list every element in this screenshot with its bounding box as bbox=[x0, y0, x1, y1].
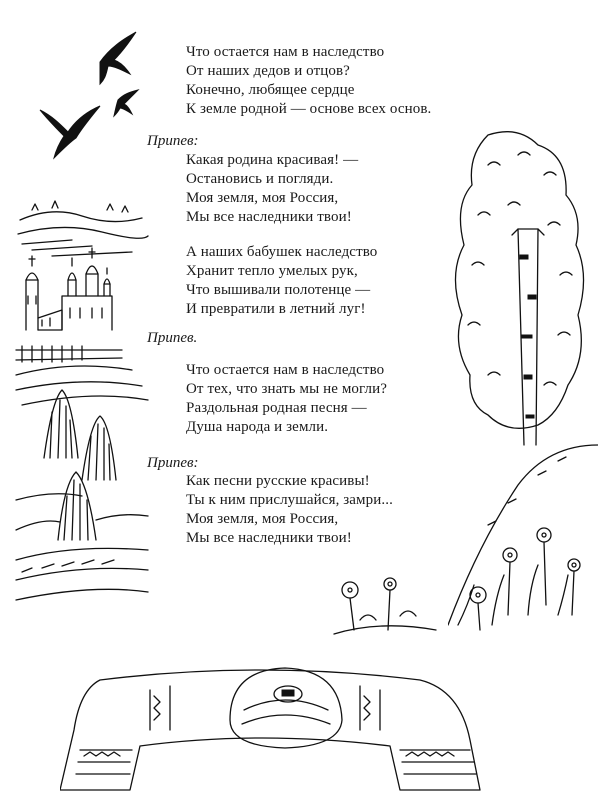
verse-line: Какая родина красивая! — bbox=[186, 152, 359, 168]
verse-line: Что остается нам в наследство bbox=[186, 362, 385, 378]
flower-icon bbox=[537, 528, 551, 605]
verse-line: Как песни русские красивы! bbox=[186, 473, 370, 489]
verse-line: Что вышивали полотенце — bbox=[186, 282, 371, 298]
verse-line: Моя земля, моя Россия, bbox=[186, 511, 339, 527]
verse-line: Что остается нам в наследство bbox=[186, 44, 385, 60]
swallow-icon bbox=[114, 90, 138, 116]
haystack-icon bbox=[58, 472, 96, 540]
village-church-illustration bbox=[12, 200, 152, 680]
verse-line: А наших бабушек наследство bbox=[186, 244, 378, 260]
flower-icon bbox=[503, 548, 517, 615]
swallow-icon bbox=[40, 106, 100, 158]
verse-line: Моя земля, моя Россия, bbox=[186, 190, 339, 206]
flowers-illustration bbox=[330, 560, 440, 640]
flower-icon bbox=[342, 582, 358, 630]
verse-line: Душа народа и земли. bbox=[186, 419, 329, 435]
swallow-icon bbox=[100, 32, 136, 84]
verse-line: Мы все наследники твои! bbox=[186, 530, 352, 546]
verse-line: К земле родной — основе всех основ. bbox=[186, 101, 432, 117]
verse-line: Раздольная родная песня — bbox=[186, 400, 367, 416]
birch-tree-icon bbox=[455, 132, 583, 445]
flower-icon bbox=[470, 587, 486, 630]
verse-line: Ты к ним прислушайся, замри... bbox=[186, 492, 393, 508]
verse-line: И превратили в летний луг! bbox=[186, 301, 366, 317]
flower-icon bbox=[568, 559, 580, 615]
haystack-icon bbox=[82, 416, 116, 480]
flower-icon bbox=[384, 578, 396, 630]
chorus-label: Припев. bbox=[147, 330, 198, 346]
chorus-label: Припев: bbox=[147, 455, 199, 471]
verse-line: Хранит тепло умелых рук, bbox=[186, 263, 358, 279]
church-icon bbox=[26, 248, 112, 330]
bread-loaf-icon bbox=[230, 668, 342, 748]
towel-bread-illustration bbox=[60, 650, 510, 800]
swallows-illustration bbox=[30, 20, 150, 160]
chorus-label: Припев: bbox=[147, 133, 199, 149]
verse-line: Остановись и погляди. bbox=[186, 171, 334, 187]
birch-tree-illustration bbox=[448, 125, 598, 635]
verse-line: Мы все наследники твои! bbox=[186, 209, 352, 225]
towel-icon bbox=[60, 670, 480, 790]
verse-line: От тех, что знать мы не могли? bbox=[186, 381, 387, 397]
verse-line: Конечно, любящее сердце bbox=[186, 82, 355, 98]
verse-line: От наших дедов и отцов? bbox=[186, 63, 350, 79]
